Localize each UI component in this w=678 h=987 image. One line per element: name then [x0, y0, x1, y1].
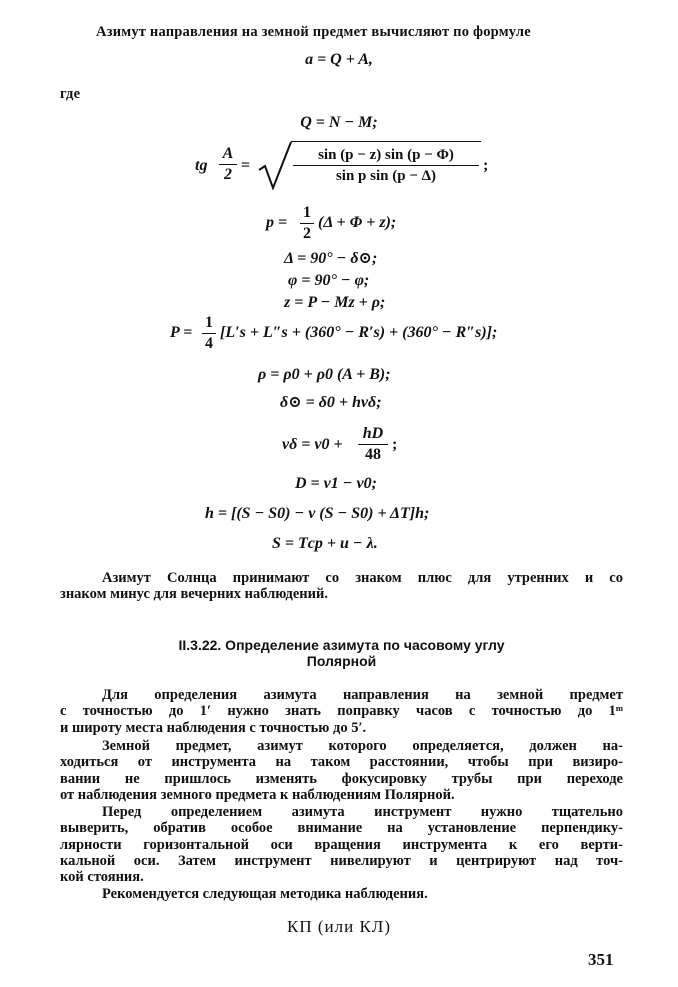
tg-fraction — [219, 144, 237, 185]
formula-D: D = v1 − v0; — [295, 475, 377, 492]
p-rhs: (Δ + Φ + z); — [318, 214, 397, 231]
formula-rho: ρ = ρ0 + ρ0 (A + B); — [258, 366, 391, 383]
paragraph-line: Азимут Солнца принимают со знаком плюс для утренних и со — [102, 570, 623, 586]
P-rhs: [L′s + L″s + (360° − R′s) + (360° − R″s)]; — [220, 324, 498, 341]
formula-main: a = Q + A, — [305, 51, 373, 68]
paragraph-line: Рекомендуется следующая методика наблюдения. — [102, 886, 428, 902]
tg-label: tg — [195, 157, 208, 174]
P-numerator: 1 — [202, 313, 216, 334]
paragraph-line: и широту места наблюдения с точностью до 5′. — [60, 719, 367, 736]
sqrt-sign-icon — [257, 140, 293, 190]
p-denominator: 2 — [303, 225, 311, 242]
formula-delta: Δ = 90° − δ⊙; — [284, 250, 378, 267]
section-heading-line: Полярной — [306, 653, 377, 669]
v-fraction — [358, 424, 388, 465]
paragraph-line: вании не пришлось изменять фокусировку трубы при переходе — [60, 770, 623, 787]
paragraph-line: Для определения азимута направления на земной предмет — [102, 687, 623, 703]
v-denominator: 48 — [365, 446, 381, 463]
paragraph-line: лярности горизонтальной оси вращения инструмента к его верти- — [60, 836, 623, 853]
sqrt-denominator: sin p sin (p − Δ) — [335, 168, 437, 184]
v-lhs: vδ = v0 + — [282, 436, 343, 453]
P-lhs: P = — [170, 324, 193, 341]
tg-equals: = — [241, 157, 251, 174]
section-heading — [60, 637, 623, 669]
paragraph-line: кальной оси. Затем инструмент нивелируют и центрируют над точ- — [60, 852, 623, 869]
paragraph-line: от наблюдения земного предмета к наблюдениям Полярной. — [60, 786, 455, 803]
body-paragraph-1 — [60, 687, 623, 736]
sqrt-fraction — [293, 145, 479, 186]
body-paragraph-3 — [60, 804, 623, 885]
tg-numerator: A — [219, 144, 237, 165]
page-number: 351 — [588, 950, 614, 969]
formula-phi: φ = 90° − φ; — [288, 272, 370, 289]
p-fraction — [300, 203, 314, 244]
P-denominator: 4 — [205, 335, 213, 352]
p-lhs: p = — [266, 214, 288, 231]
formula-delta-sun: δ⊙ = δ0 + hvδ; — [280, 394, 382, 411]
paragraph-line: знаком минус для вечерних наблюдений. — [60, 586, 328, 603]
paragraph-line: Земной предмет, азимут которого определяется, должен на- — [102, 738, 623, 754]
p-numerator: 1 — [300, 203, 314, 224]
v-numerator: hD — [358, 424, 388, 445]
tg-denominator: 2 — [224, 166, 232, 183]
sqrt-numerator: sin (p − z) sin (p − Φ) — [293, 145, 479, 166]
formula-S: S = Tср + u − λ. — [272, 535, 378, 552]
body-paragraph-4 — [60, 886, 623, 902]
where-label: где — [60, 86, 81, 102]
paragraph-line: выверить, обратив особое внимание на установление перпендику- — [60, 820, 623, 837]
formula-h: h = [(S − S0) − ν (S − S0) + ΔT]h; — [205, 505, 430, 522]
section-heading-line: II.3.22. Определение азимута по часовому углу — [178, 637, 505, 653]
body-paragraph-2 — [60, 738, 623, 803]
paragraph-line: Перед определением азимута инструмент нужно тщательно — [102, 804, 623, 820]
intro-line: Азимут направления на земной предмет вычисляют по формуле — [96, 24, 531, 40]
formula-q: Q = N − M; — [300, 114, 378, 131]
v-semicolon: ; — [392, 436, 398, 453]
paragraph-line: кой стояния. — [60, 869, 144, 886]
paragraph-line: ходиться от инструмента на таком расстоянии, чтобы при визиро- — [60, 754, 623, 771]
sun-paragraph — [60, 570, 623, 603]
tg-semicolon: ; — [483, 157, 489, 174]
sqrt-overline — [291, 141, 481, 142]
paragraph-line: с точностью до 1′ нужно знать поправку часов с точностью до 1ᵐ — [60, 703, 623, 720]
kp-line: КП (или КЛ) — [287, 917, 391, 936]
P-fraction — [202, 313, 216, 354]
formula-z: z = P − Mz + ρ; — [284, 294, 386, 311]
